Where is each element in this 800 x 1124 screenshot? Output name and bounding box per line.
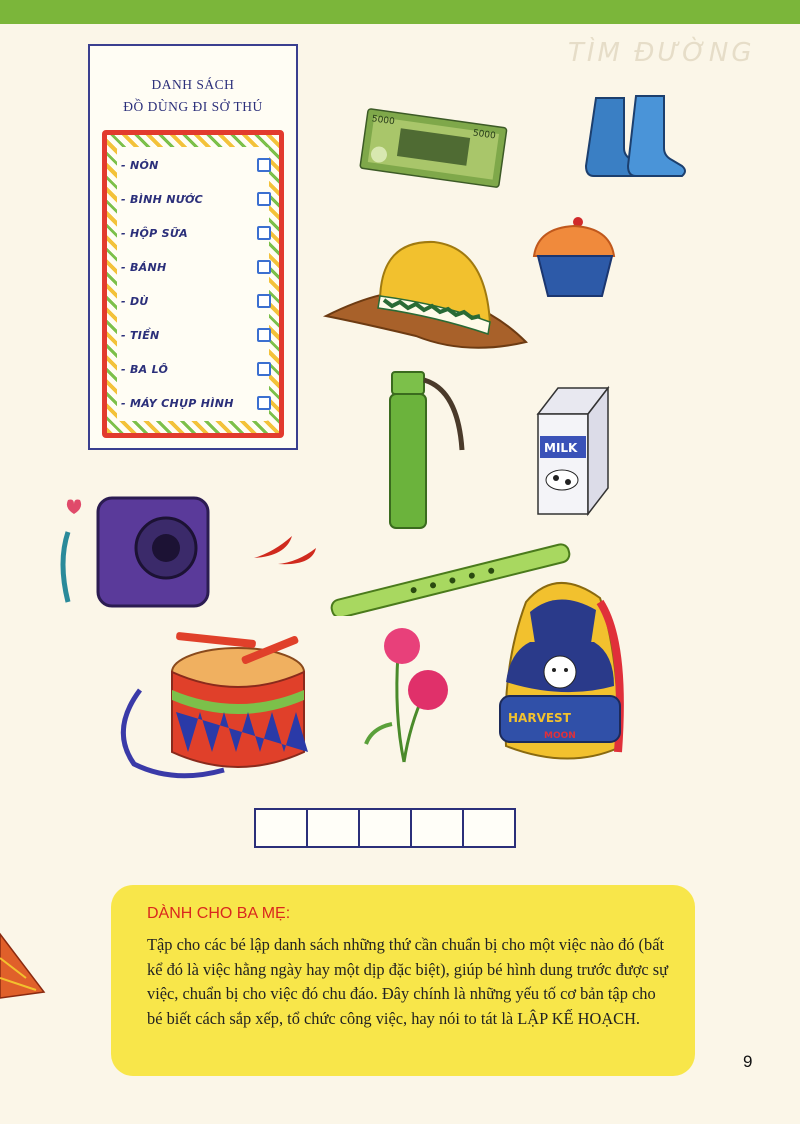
checklist-item-label: - BA LÔ: [121, 362, 169, 376]
checkbox[interactable]: [257, 158, 271, 172]
checklist-item-umbrella: [121, 289, 271, 313]
checklist-item-label: - DÙ: [121, 294, 149, 308]
drum-illustration[interactable]: [110, 630, 320, 780]
answer-boxes: [256, 808, 516, 848]
checklist-title-line1: DANH SÁCH: [151, 77, 235, 92]
top-color-band: [0, 0, 800, 24]
checklist-title-line2: ĐỒ DÙNG ĐI SỞ THÚ: [123, 99, 263, 114]
checklist-title: [90, 74, 296, 118]
checklist-item-water-bottle: [121, 187, 271, 211]
backpack-illustration[interactable]: [486, 572, 636, 772]
answer-box[interactable]: [410, 808, 464, 848]
checklist-item-cake: [121, 255, 271, 279]
banknote-value-left: 5000: [371, 114, 396, 128]
checklist-item-label: - MÁY CHỤP HÌNH: [121, 396, 234, 410]
banknote-illustration[interactable]: [358, 108, 508, 194]
checkbox[interactable]: [257, 260, 271, 274]
parents-note-body: Tập cho các bé lập danh sách những thứ cần chuẩn bị cho một việc nào đó (bất kể đó là việc hằng ngày hay một dịp đặc biệt), giúp bé hình dung trước được sự việc, chuẩn bị cho việc đó chu đáo. Đây chính là những yếu tố cơ bản tập cho bé biết cách sắp xếp, tổ chức công việc, hay nói to tát là LẬP KẾ HOẠCH.: [147, 935, 669, 1028]
carnation-flowers-illustration[interactable]: [362, 624, 462, 766]
checklist-items: [117, 147, 269, 421]
checklist-item-label: - BÌNH NƯỚC: [121, 192, 203, 206]
checklist-item-label: - NÓN: [121, 158, 159, 172]
checklist-item-label: - BÁNH: [121, 260, 167, 274]
cupcake-illustration[interactable]: [526, 212, 622, 302]
parents-note: [111, 885, 695, 1076]
checklist-item-milk-box: [121, 221, 271, 245]
zoo-checklist-card: [88, 44, 298, 450]
hat-illustration[interactable]: [322, 238, 532, 356]
milk-label: MILK: [544, 441, 578, 455]
checklist-item-backpack: [121, 357, 271, 381]
checklist-item-hat: [121, 153, 271, 177]
checklist-item-money: [121, 323, 271, 347]
answer-box[interactable]: [306, 808, 360, 848]
kite-illustration: [0, 928, 46, 1000]
answer-box[interactable]: [462, 808, 516, 848]
backpack-text-moon: MOON: [544, 731, 576, 741]
checkbox[interactable]: [257, 362, 271, 376]
answer-box[interactable]: [358, 808, 412, 848]
water-bottle-illustration[interactable]: [382, 368, 468, 532]
camera-illustration[interactable]: [54, 484, 214, 614]
checkbox[interactable]: [257, 294, 271, 308]
checkbox[interactable]: [257, 226, 271, 240]
checklist-item-label: - HỘP SỮA: [121, 226, 188, 240]
banknote-value-right: 5000: [472, 128, 497, 142]
checkbox[interactable]: [257, 328, 271, 342]
backpack-text-harvest: HARVEST: [508, 711, 571, 725]
parents-note-heading: DÀNH CHO BA MẸ:: [147, 905, 291, 922]
chili-pepper-illustration[interactable]: [250, 530, 322, 570]
checklist-decorative-frame: [102, 130, 284, 438]
checklist-item-label: - TIỀN: [121, 328, 160, 342]
checkbox[interactable]: [257, 192, 271, 206]
milk-carton-illustration[interactable]: [528, 384, 624, 518]
rain-boots-illustration[interactable]: [578, 92, 688, 188]
page-number: 9: [743, 1052, 753, 1071]
answer-box[interactable]: [254, 808, 308, 848]
show-through-title: TÌM ĐƯỜNG: [568, 38, 755, 68]
checkbox[interactable]: [257, 396, 271, 410]
checklist-item-camera: [121, 391, 271, 415]
